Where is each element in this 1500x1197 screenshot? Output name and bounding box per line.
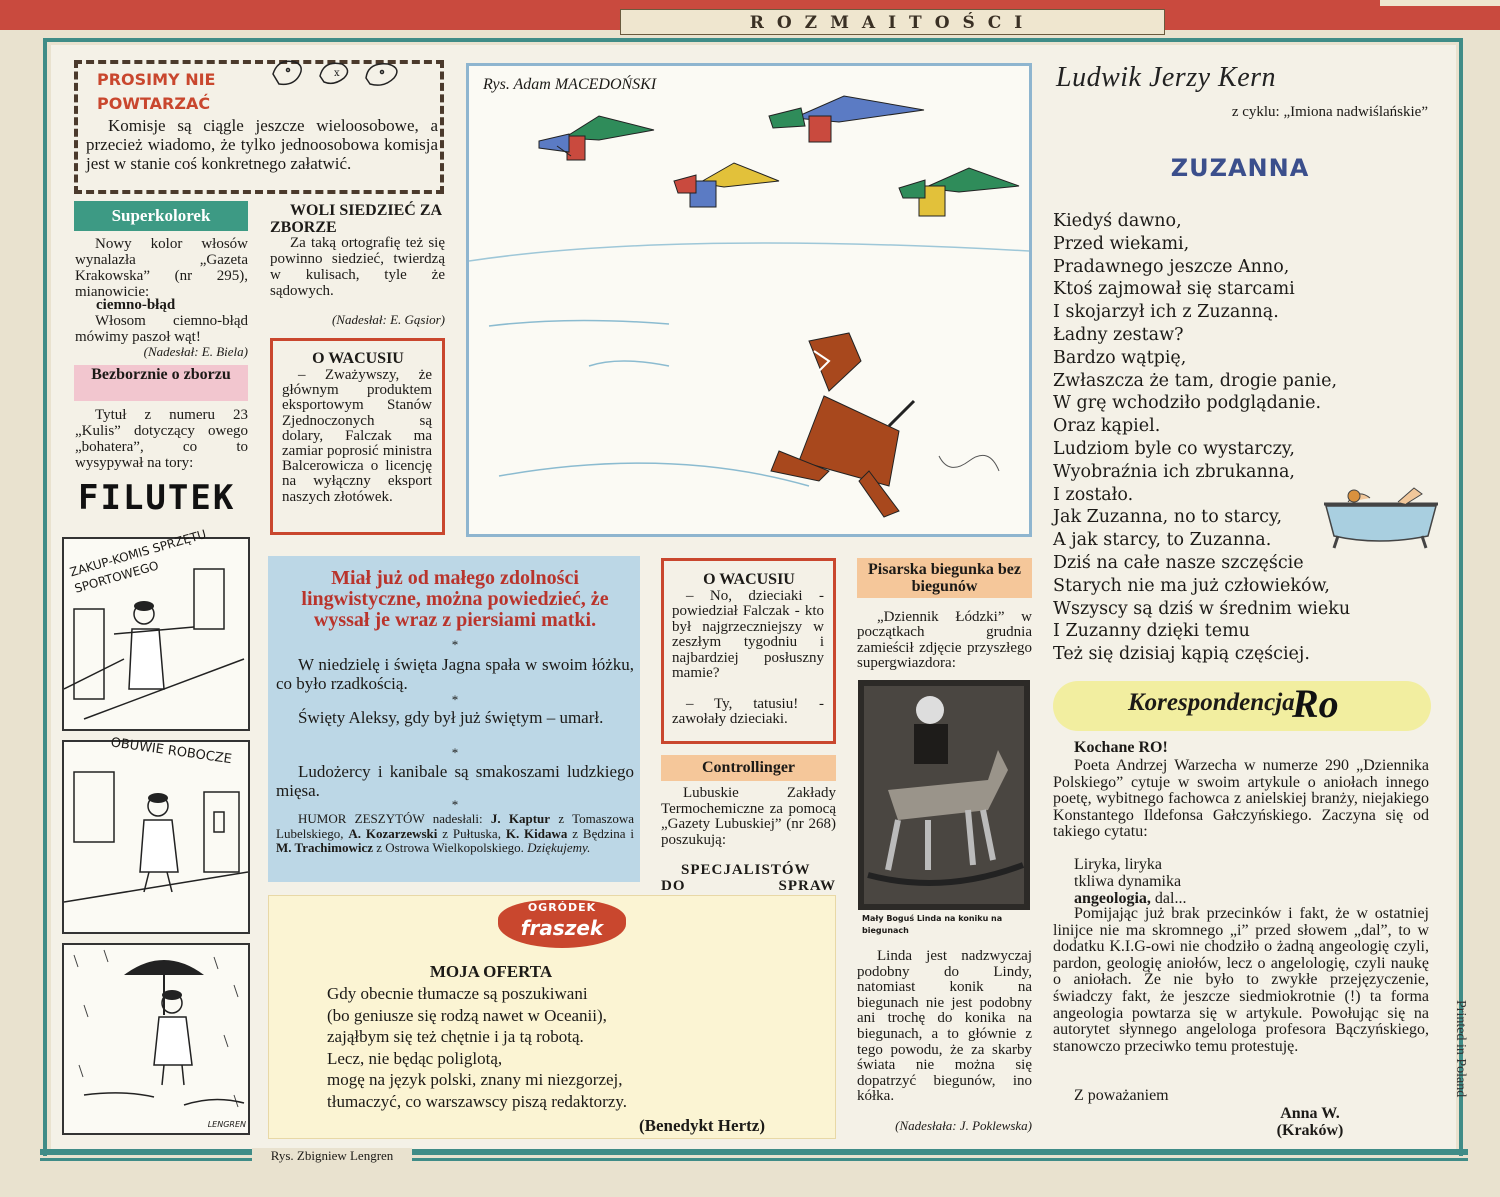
korespondencja-quote	[1074, 856, 1374, 907]
controllinger-bold: SPECJALISTÓW DO SPRAW	[661, 862, 836, 894]
svg-text:x: x	[334, 68, 340, 79]
humor-credits-prefix: HUMOR ZESZYTÓW nadesłali:	[298, 811, 483, 826]
ogrodek-line: mogę na język polski, znany mi niezgorzej,	[327, 1070, 623, 1089]
humor-credit-place: z Tomaszowa Lubelskiego,	[276, 811, 635, 841]
superkolorek-body2: Włosom ciemno-błąd mówimy paszoł wąt!	[75, 313, 248, 345]
credit-lengren: Rys. Zbigniew Lengren	[252, 1148, 412, 1164]
ogrodek-line: Gdy obecnie tłumacze są poszukiwani	[327, 984, 588, 1003]
kern-line: Starych nie ma już człowieków,	[1053, 575, 1330, 596]
humor-credit-name: M. Trachimowicz	[276, 840, 373, 856]
korespondencja-quote-line: Liryka, liryka	[1074, 856, 1162, 873]
faces-doodle-icon	[268, 54, 418, 92]
kern-cycle: z cyklu: „Imiona nadwiślańskie”	[1231, 104, 1428, 120]
pisarska-body2: Linda jest nadzwyczaj podobny do Lindy, natomiast konik na biegunach nie jest podobny ani trochę do konika na biegunach, a to głównie z tego powodu, że za skarby świata nie można się dopatrzyć biegunów, ino kółka.	[857, 948, 1032, 1105]
ogrodek-poem	[327, 983, 827, 1112]
kern-line: Wyobraźnia ich zbrukanna,	[1053, 461, 1295, 482]
printed-in-poland: Printed in Poland	[1453, 1000, 1468, 1098]
wacusiu1-title: O WACUSIU	[312, 350, 404, 367]
kern-line: Wszyscy są dziś w średnim wieku	[1053, 598, 1351, 619]
kern-poem	[1053, 210, 1433, 666]
kern-line: Bardzo wątpię,	[1053, 347, 1187, 368]
superkolorek-header: Superkolorek	[74, 201, 248, 231]
korespondencja-p1: Poeta Andrzej Warzecha w numerze 290 „Dziennika Polskiego” cytuje w swoim artykule o aniołach innego poetę, wybitnego fachowca z anielskiej branży, niejakiego Konstantego Ildefonsa Gałczyńskiego. Zaczyna się od takiego cytatu:	[1053, 757, 1429, 841]
humor-credit-name: K. Kidawa	[505, 825, 568, 841]
wacusiu2-body: – No, dzieciaki - powiedział Falczak - kto był najgrzeczniejszy w zeszłym tygodniu i najbardziej posłuszny mamie?	[672, 588, 824, 682]
kern-line: Pradawnego jeszcze Anno,	[1053, 256, 1290, 277]
korespondencja-quote-end: dal...	[1150, 890, 1187, 907]
wacusiu2-reply: – Ty, tatusiu! - zawołały dzieciaki.	[672, 696, 824, 728]
woli-body: Za taką ortografię też się powinno siedzieć, twierdzą w kulisach, tyle że sądowych.	[270, 235, 445, 299]
kern-title: ZUZANNA	[1170, 154, 1310, 182]
kern-line: I Zuzanny dzięki temu	[1053, 621, 1250, 642]
humor-star-4: *	[451, 797, 459, 812]
ogrodek-title: MOJA OFERTA	[429, 962, 553, 981]
superkolorek-body: Nowy kolor włosów wynalazła „Gazeta Krakowska” (nr 295), mianowicie:	[75, 236, 248, 300]
superkolorek-credit: (Nadesłał: E. Biela)	[143, 344, 248, 359]
ogrodek-logo-line1: OGRÓDEK	[527, 901, 597, 914]
ogrodek-logo-line2: fraszek	[520, 916, 604, 940]
humor-item-3: Ludożercy i kanibale są smakoszami ludzkiego mięsa.	[276, 762, 634, 800]
pisarska-credit: (Nadesłała: J. Poklewska)	[895, 1118, 1032, 1133]
kern-line: Przed wiekami,	[1053, 233, 1190, 254]
kern-line: Ładny zestaw?	[1053, 324, 1184, 345]
kern-line: Też się dzisiaj kąpią częściej.	[1053, 644, 1310, 665]
humor-credit-name: A. Kozarzewski	[348, 825, 438, 841]
humor-thanks: Dziękujemy.	[527, 840, 591, 856]
comic-panel-1-drawing-icon	[64, 539, 248, 729]
prosimy-body: Komisje są ciągle jeszcze wieloosobowe, a przecież wiadomo, że tylko jednoosobowa komisja jest w stanie coś konkretnego załatwić.	[86, 116, 438, 173]
prosimy-title	[97, 68, 277, 116]
prosimy-title-line1: PROSIMY NIE	[97, 70, 216, 89]
prosimy-title-line2: POWTARZAĆ	[97, 94, 211, 113]
comic-panel-3-signature: LENGREN	[207, 1120, 246, 1129]
humor-star-1: *	[451, 637, 459, 652]
humor-headline: Miał już od małego zdolności lingwistyczne, można powiedzieć, że wyssał je wraz z piersiami matki.	[301, 567, 609, 631]
ogrodek-line: Lecz, nie będąc poliglotą,	[327, 1048, 503, 1068]
bezborznie-body: Tytuł z numeru 23 „Kulis” dotyczący owego „bohatera”, co to wysypywał na tory:	[75, 407, 248, 471]
korespondencja-closing: Z poważaniem	[1074, 1087, 1169, 1104]
korespondencja-p2: Pomijając już brak przecinków i fakt, że w ostatniej linijce nie ma skromnego „i” przed słowem „dal”, to w dodatku K.I.G-owi nie chodziło o żadną angeologię czyli, pardon, geologię aniołów, lecz o angelologię, czyli naukę o aniołach. Że nie było to zwykłe przejęzyczenie, świadczy fakt, że jeszcze siedmiokrotnie (!) ta forma angeologia powtarza się w artykule. Powołując się na autorytet słynnego angelologa profesora Bączyńskiego, stanowczo przeciwko temu protestuję.	[1053, 905, 1429, 1055]
humor-item-2: Święty Aleksy, gdy był już świętym – umarł.	[298, 708, 604, 727]
kern-line: Jak Zuzanna, no to starcy,	[1053, 507, 1283, 528]
humor-star-2: *	[451, 692, 459, 707]
woli-title: WOLI SIEDZIEĆ ZA ZBORZE	[270, 202, 442, 236]
superkolorek-term: ciemno-błąd	[96, 297, 176, 313]
comic-panel-2-sign: OBUWIE ROBOCZE	[109, 735, 233, 768]
korespondencja-logo: Ro	[1292, 681, 1339, 726]
kern-line: Ktoś zajmował się starcami	[1053, 279, 1295, 300]
kern-line: I zostało.	[1053, 484, 1134, 505]
comic-panel-3-drawing-icon	[64, 945, 248, 1133]
page-right-margin	[1480, 30, 1500, 1197]
pisarska-header: Pisarska biegunka bez biegunów	[857, 558, 1032, 598]
korespondencja-sign2: (Kraków)	[1276, 1122, 1344, 1139]
korespondencja-signature	[1250, 1105, 1370, 1139]
korespondencja-quote-bold: angeologia,	[1074, 890, 1151, 907]
kern-line: Ludziom byle co wystarczy,	[1053, 438, 1295, 459]
kern-author: Ludwik Jerzy Kern	[1056, 62, 1277, 93]
rocking-horse-photo-icon	[858, 680, 1030, 910]
humor-credit-name: J. Kaptur	[490, 811, 551, 826]
kern-line: Oraz kąpiel.	[1053, 416, 1161, 437]
wacusiu1-body: – Zważywszy, że głównym produktem eksportowym Stanów Zjednoczonych są dolary, Falczak ma zamiar poprosić ministra Balcerowicza o licencję na wyłączny eksport naszych złotówek.	[282, 367, 432, 505]
humor-credit-place: z Ostrowa Wielkopolskiego.	[376, 840, 524, 856]
woli-credit: (Nadesłał: E. Gąsior)	[331, 312, 445, 327]
flying-birds-and-dog-illustration-icon	[469, 66, 1029, 534]
korespondencja-greeting: Kochane RO!	[1074, 739, 1168, 756]
top-right-strip	[1380, 0, 1500, 6]
masthead: ROZMAITOŚCI	[620, 9, 1165, 35]
kern-line: W grę wchodziło podglądanie.	[1053, 393, 1322, 414]
wacusiu2-title: O WACUSIU	[703, 571, 795, 588]
bathtub-illustration-icon	[1318, 484, 1442, 552]
humor-credit-place: z Pułtuska,	[442, 825, 501, 841]
humor-star-3: *	[451, 745, 459, 760]
ogrodek-line: zająłbym się też chętnie i ja tą robotą.	[327, 1027, 584, 1046]
korespondencja-sign1: Anna W.	[1280, 1105, 1340, 1122]
ogrodek-line: (bo geniusze się rodzą nawet w Oceanii),	[327, 1005, 607, 1025]
filutek-logo: FILUTEK	[78, 478, 236, 518]
pisarska-caption: Mały Boguś Linda na koniku na biegunach	[862, 914, 1003, 935]
kern-line: A jak starcy, to Zuzanna.	[1053, 530, 1272, 551]
humor-credit-place: z Będzina i	[572, 825, 634, 841]
cartoon-credit: Rys. Adam MACEDOŃSKI	[483, 76, 657, 93]
comic-panel-1-sign: ZAKUP-KOMIS SPRZĘTU SPORTOWEGO	[68, 527, 208, 596]
comic-panel-2-drawing-icon	[64, 742, 248, 932]
bezborznie-header: Bezborznie o zborzu	[74, 365, 248, 401]
korespondencja-quote-line: tkliwa dynamika	[1074, 873, 1182, 890]
controllinger-header: Controllinger	[661, 755, 836, 781]
ogrodek-line: tłumaczyć, co warszawscy piszą redaktorzy.	[327, 1091, 628, 1111]
humor-credits	[276, 812, 634, 856]
controllinger-body: Lubuskie Zakłady Termochemiczne za pomocą „Gazety Lubuskiej” (nr 268) poszukują:	[661, 785, 836, 848]
kern-line: Zwłaszcza że tam, drogie panie,	[1053, 370, 1338, 391]
pisarska-body: „Dziennik Łódzki” w początkach grudnia zamieścił zdjęcie przyszłego supergwiazdora:	[857, 609, 1032, 672]
humor-item-1: W niedzielę i święta Jagna spała w swoim łóżku, co było rzadkością.	[276, 655, 634, 693]
korespondencja-header: Korespondencja	[1128, 689, 1295, 716]
kern-line: I skojarzył ich z Zuzanną.	[1053, 302, 1279, 323]
kern-line: Dziś na całe nasze szczęście	[1053, 552, 1304, 573]
kern-line: Kiedyś dawno,	[1053, 211, 1182, 231]
ogrodek-logo	[498, 900, 626, 948]
ogrodek-author: (Benedykt Hertz)	[638, 1116, 765, 1135]
